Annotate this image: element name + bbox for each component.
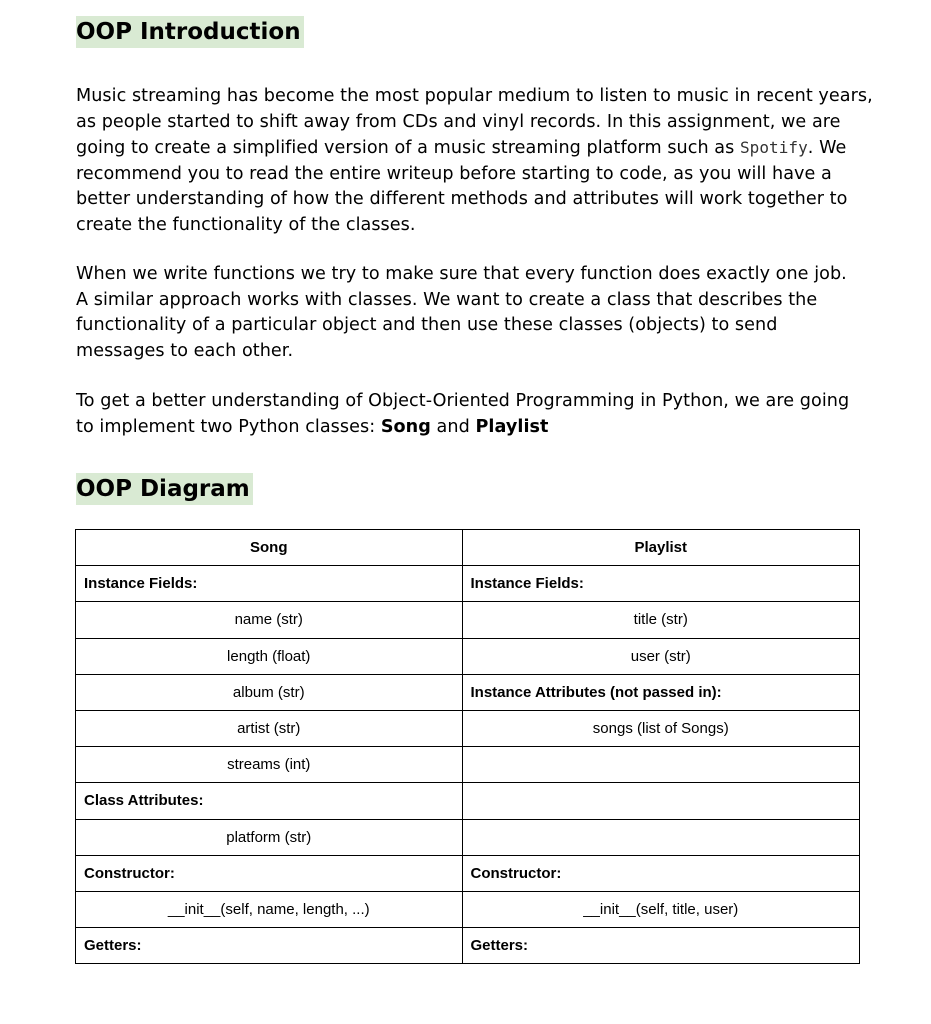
table-cell — [462, 747, 860, 783]
text-line: functionality of a particular object and then use these classes (objects) to send — [76, 315, 778, 335]
text-line: better understanding of how the different methods and attributes will work together to — [76, 189, 848, 209]
table-cell: Class Attributes: — [76, 783, 463, 819]
table-cell — [462, 783, 860, 819]
text-line: A similar approach works with classes. We want to create a class that describes the — [76, 289, 818, 310]
text-line: recommend you to read the entire writeup before starting to code, as you will have a — [76, 163, 832, 184]
playlist-class-name: Playlist — [475, 416, 549, 437]
table-cell: album (str) — [76, 674, 463, 710]
table-cell: Constructor: — [462, 855, 860, 891]
text-line: messages to each other. — [76, 340, 294, 361]
table-row — [76, 783, 860, 819]
intro-paragraph-1 — [76, 84, 873, 238]
table-row — [76, 855, 860, 891]
table-cell: Getters: — [462, 928, 860, 964]
table-row — [76, 674, 860, 710]
table-row — [76, 602, 860, 638]
text-line: create the functionality of the classes. — [76, 214, 416, 235]
table-cell: Getters: — [76, 928, 463, 964]
text-line: going to create a simplified version of a music streaming platform such as — [76, 138, 740, 158]
table-row — [76, 710, 860, 746]
table-row — [76, 819, 860, 855]
table-cell: artist (str) — [76, 710, 463, 746]
table-cell: Instance Attributes (not passed in): — [462, 674, 860, 710]
table-row — [76, 747, 860, 783]
intro-heading: OOP Introduction — [76, 16, 304, 48]
text-line: . We — [807, 138, 847, 158]
table-row — [76, 638, 860, 674]
table-cell: Instance Fields: — [76, 566, 463, 602]
intro-paragraph-3 — [76, 389, 849, 440]
table-cell: user (str) — [462, 638, 860, 674]
table-header-row — [76, 530, 860, 566]
oop-diagram-table — [75, 529, 860, 964]
intro-paragraph-2 — [76, 262, 847, 364]
table-cell: streams (int) — [76, 747, 463, 783]
song-class-header: Song — [76, 530, 463, 566]
text-line: To get a better understanding of Object-Oriented Programming in Python, we are going — [76, 391, 850, 411]
table-cell: songs (list of Songs) — [462, 710, 860, 746]
text-line: Music streaming has become the most popular medium to listen to music in recent years, — [76, 86, 873, 106]
text-line: as people started to shift away from CDs and vinyl records. In this assignment, we are — [76, 111, 841, 132]
table-cell: Constructor: — [76, 855, 463, 891]
text-line: When we write functions we try to make sure that every function does exactly one job. — [76, 264, 847, 284]
table-cell: platform (str) — [76, 819, 463, 855]
table-row — [76, 928, 860, 964]
playlist-class-header: Playlist — [462, 530, 860, 566]
table-cell: title (str) — [462, 602, 860, 638]
spotify-code: Spotify — [740, 138, 808, 157]
text-line: and — [430, 416, 476, 437]
table-cell: Instance Fields: — [462, 566, 860, 602]
text-line: to implement two Python classes: — [76, 416, 381, 437]
table-cell: length (float) — [76, 638, 463, 674]
song-class-name: Song — [380, 416, 431, 437]
diagram-heading: OOP Diagram — [76, 473, 253, 505]
table-cell: __init__(self, name, length, ...) — [76, 891, 463, 927]
table-cell — [462, 819, 860, 855]
table-row — [76, 891, 860, 927]
table-row — [76, 566, 860, 602]
table-cell: __init__(self, title, user) — [462, 891, 860, 927]
table-cell: name (str) — [76, 602, 463, 638]
